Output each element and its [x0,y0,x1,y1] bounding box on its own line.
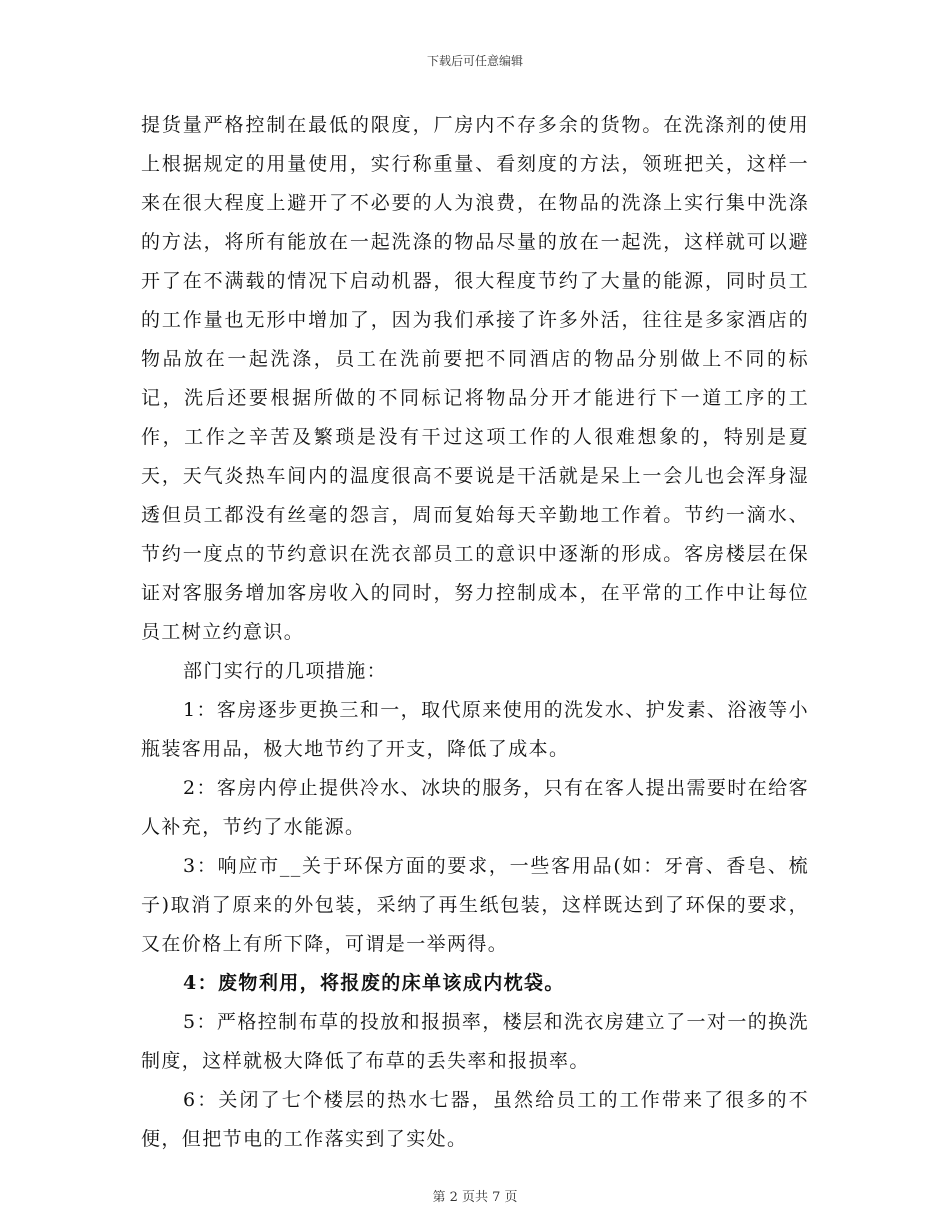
paragraph-measure-4: 4：废物利用，将报废的床单该成内枕袋。 [183,972,565,994]
paragraph-measure-2: 2：客房内停止提供冷水、冰块的服务，只有在客人提出需要时在给客人补充，节约了水能源。 [141,777,809,838]
page-header: 下载后可任意编辑 [426,54,523,68]
page-footer: 第 2 页共 7 页 [432,1190,518,1205]
paragraph-measure-6: 6：关闭了七个楼层的热水七器，虽然给员工的工作带来了很多的不便，但把节电的工作落实到了实处。 [141,1089,809,1150]
paragraph-continuation: 提货量严格控制在最低的限度，厂房内不存多余的货物。在洗涤剂的使用上根据规定的用量使用，实行称重量、看刻度的方法，领班把关，这样一来在很大程度上避开了不必要的人为浪费，在物品的洗涤上实行集中洗涤的方法，将所有能放在一起洗涤的物品尽量的放在一起洗，这样就可以避开了在不满载的情况下启动机器，很大程度节约了大量的能源，同时员工的工作量也无形中增加了，因为我们承接了许多外活，往往是多家酒店的物品放在一起洗涤，员工在洗前要把不同酒店的物品分别做上不同的标记，洗后还要根据所做的不同标记将物品分开才能进行下一道工序的工作，工作之辛苦及繁琐是没有干过这项工作的人很难想象的，特别是夏天，天气炎热车间内的温度很高不要说是干活就是呆上一会儿也会浑身湿透但员工都没有丝毫的怨言，周而复始每天辛勤地工作着。节约一滴水、节约一度点的节约意识在洗衣部员工的意识中逐渐的形成。客房楼层在保证对客服务增加客房收入的同时，努力控制成本，在平常的工作中让每位员工树立约意识。 [141,114,809,643]
paragraph-measure-5: 5：严格控制布草的投放和报损率，楼层和洗衣房建立了一对一的换洗制度，这样就极大降低了布草的丢失率和报损率。 [141,1011,809,1072]
document-body [141,106,809,1159]
paragraph-measure-3: 3：响应市__关于环保方面的要求，一些客用品(如：牙膏、香皂、梳子)取消了原来的外包装，采纳了再生纸包装，这样既达到了环保的要求，又在价格上有所下降，可谓是一举两得。 [141,855,809,955]
paragraph-measures-intro: 部门实行的几项措施： [183,660,388,682]
paragraph-measure-1: 1：客房逐步更换三和一，取代原来使用的洗发水、护发素、浴液等小瓶装客用品，极大地节约了开支，降低了成本。 [141,699,809,760]
